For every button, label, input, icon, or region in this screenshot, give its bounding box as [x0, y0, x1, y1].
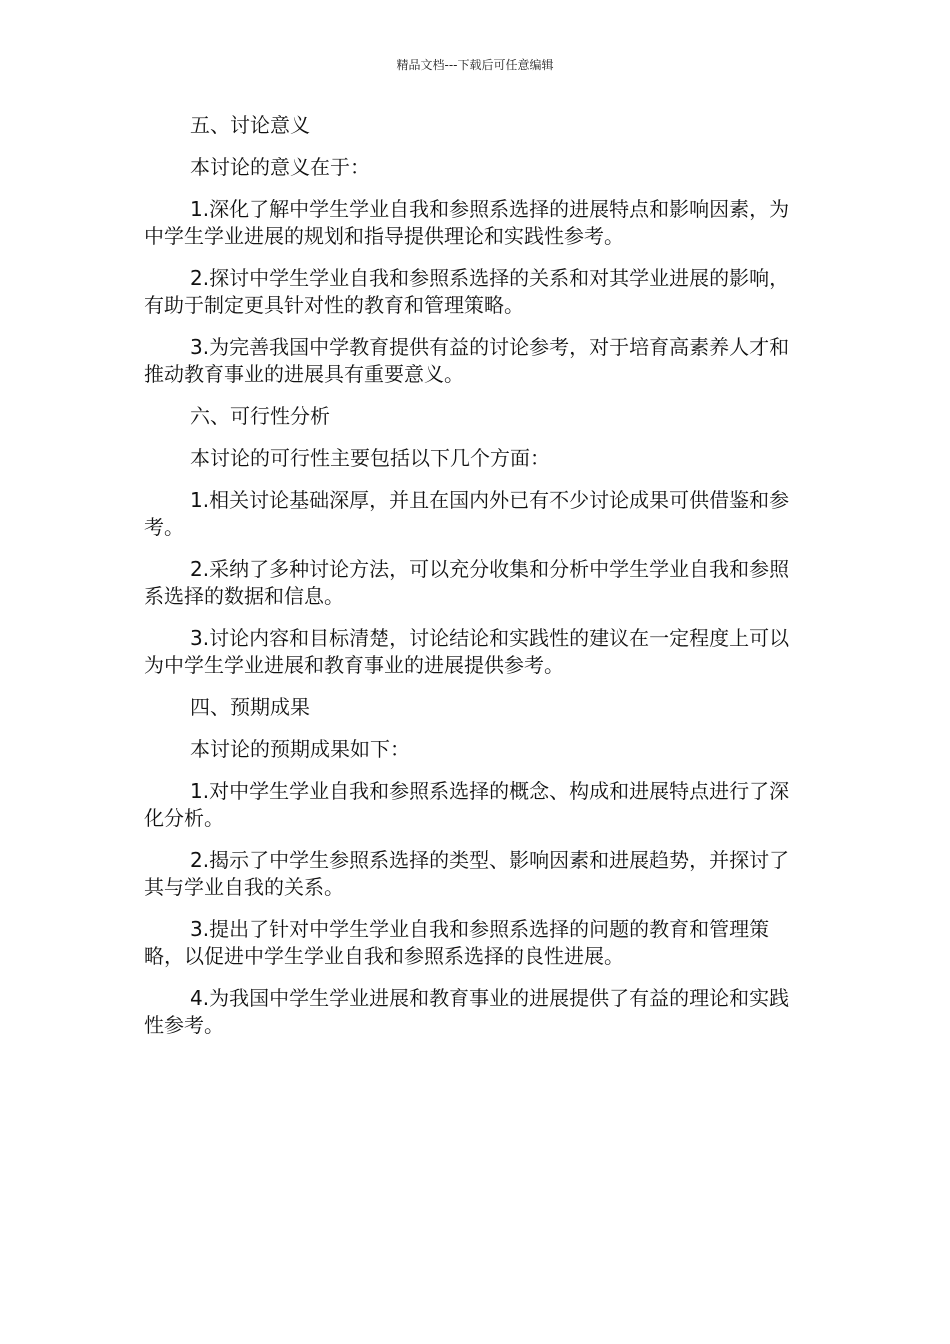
paragraph: 3.讨论内容和目标清楚，讨论结论和实践性的建议在一定程度上可以为中学生学业进展和教育事业的进展提供参考。 [144, 626, 790, 677]
page-header: 精品文档---下载后可任意编辑 [396, 58, 554, 72]
paragraph: 4.为我国中学生学业进展和教育事业的进展提供了有益的理论和实践性参考。 [144, 986, 790, 1037]
paragraph: 1.深化了解中学生学业自我和参照系选择的进展特点和影响因素，为中学生学业进展的规划和指导提供理论和实践性参考。 [144, 197, 790, 248]
paragraph: 1.对中学生学业自我和参照系选择的概念、构成和进展特点进行了深化分析。 [144, 779, 790, 830]
paragraph: 本讨论的意义在于： [190, 155, 370, 179]
section-significance [144, 112, 804, 388]
paragraph: 1.相关讨论基础深厚，并且在国内外已有不少讨论成果可供借鉴和参考。 [144, 488, 790, 539]
section-heading: 四、预期成果 [190, 695, 310, 719]
paragraph: 2.采纳了多种讨论方法，可以充分收集和分析中学生学业自我和参照系选择的数据和信息。 [144, 557, 790, 608]
section-heading: 五、讨论意义 [190, 113, 310, 137]
paragraph: 2.探讨中学生学业自我和参照系选择的关系和对其学业进展的影响，有助于制定更具针对性的教育和管理策略。 [144, 266, 790, 317]
paragraph: 本讨论的预期成果如下： [190, 737, 410, 761]
paragraph: 3.提出了针对中学生学业自我和参照系选择的问题的教育和管理策略，以促进中学生学业自我和参照系选择的良性进展。 [144, 917, 770, 968]
section-feasibility [144, 403, 804, 679]
paragraph: 2.揭示了中学生参照系选择的类型、影响因素和进展趋势，并探讨了其与学业自我的关系。 [144, 848, 790, 899]
section-expected-results [144, 694, 804, 1039]
paragraph: 3.为完善我国中学教育提供有益的讨论参考，对于培育高素养人才和推动教育事业的进展具有重要意义。 [144, 335, 790, 386]
document-body [144, 112, 804, 1054]
paragraph: 本讨论的可行性主要包括以下几个方面： [190, 446, 550, 470]
section-heading: 六、可行性分析 [190, 404, 330, 428]
